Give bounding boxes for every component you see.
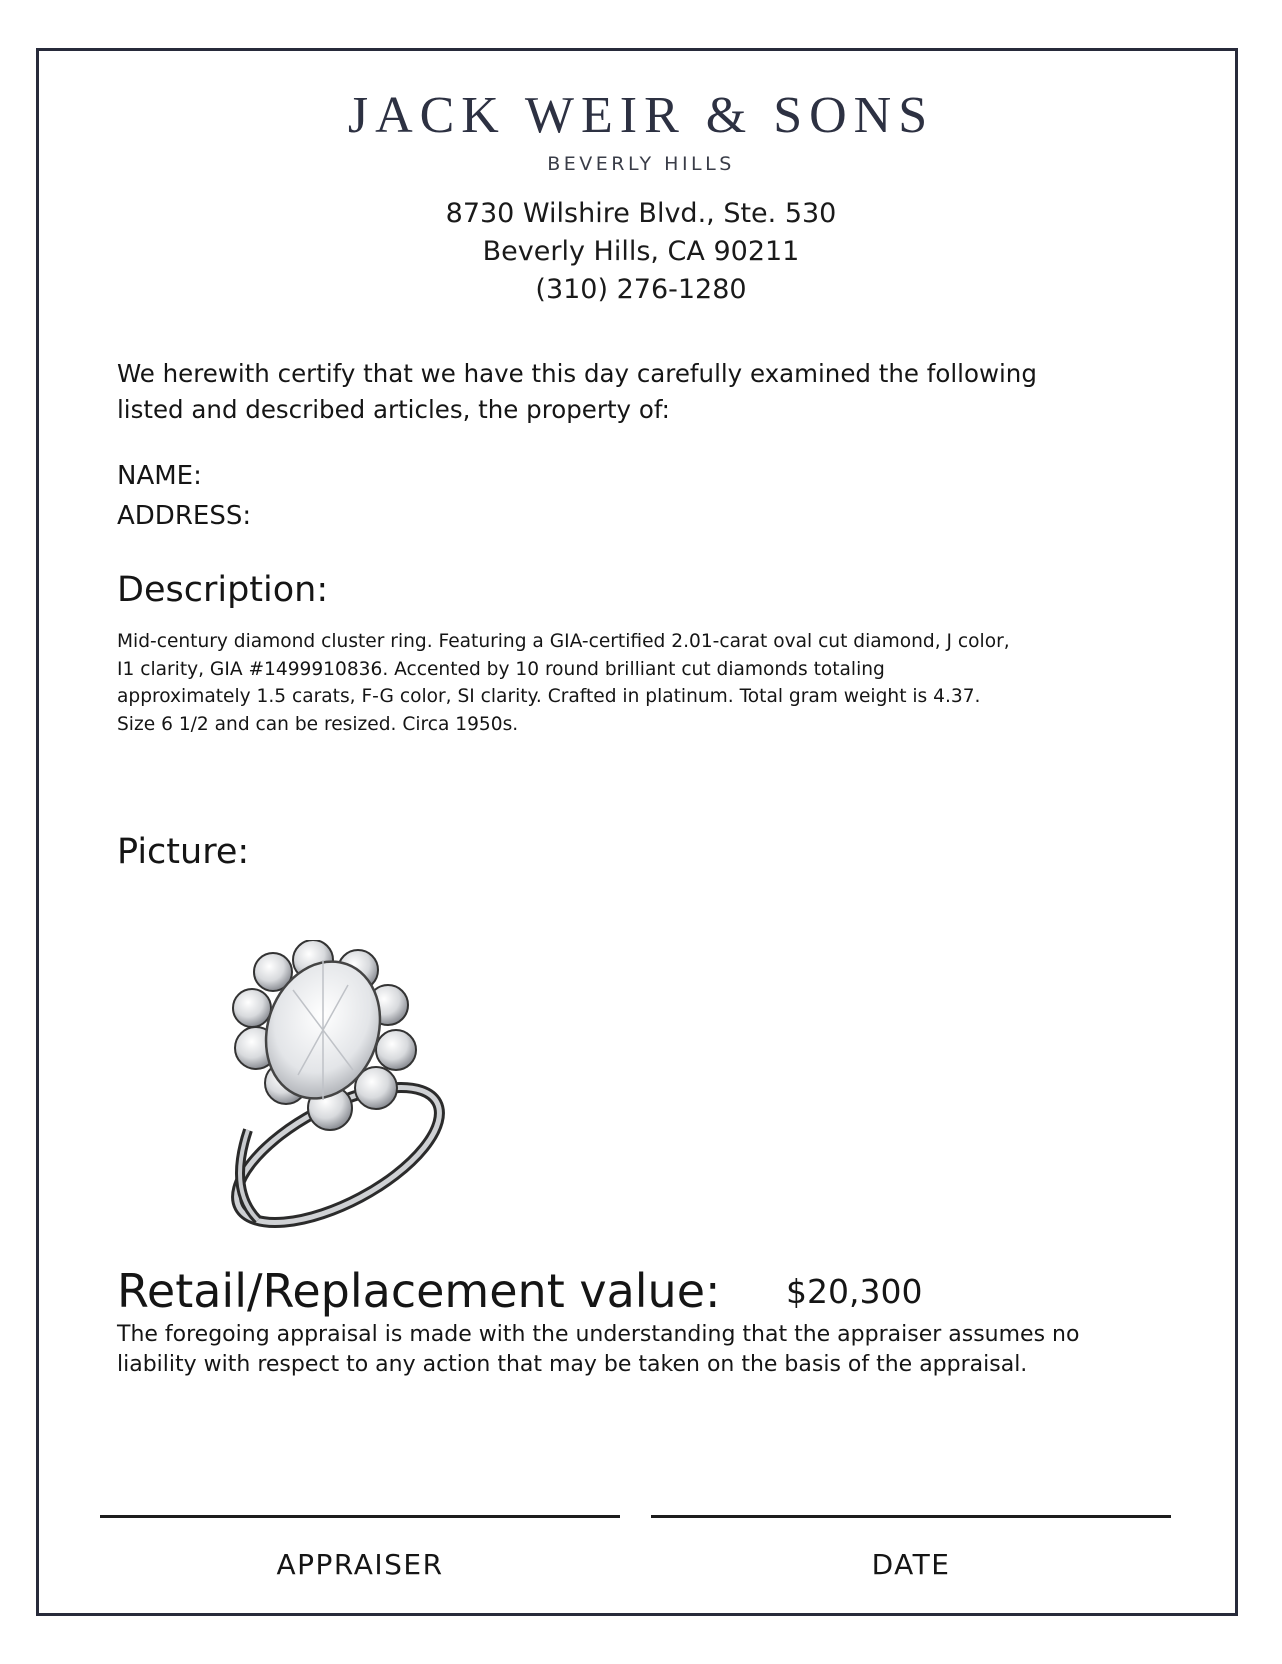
disclaimer-line-1: The foregoing appraisal is made with the understanding that the appraiser assumes no — [117, 1322, 1080, 1347]
date-label: DATE — [871, 1548, 951, 1581]
appraiser-signature-line — [100, 1515, 620, 1518]
name-label: NAME: — [117, 461, 202, 491]
intro-text — [117, 356, 1037, 428]
ring-photo — [218, 940, 478, 1240]
description-text — [117, 628, 1010, 738]
description-line: Size 6 1/2 and can be resized. Circa 1950s. — [117, 713, 519, 735]
address-line-2: Beverly Hills, CA 90211 — [482, 236, 800, 267]
description-heading: Description: — [117, 570, 329, 610]
intro-line-1: We herewith certify that we have this day carefully examined the following — [117, 359, 1037, 388]
brand-location: BEVERLY HILLS — [547, 153, 735, 175]
description-line: Mid-century diamond cluster ring. Featuring a GIA-certified 2.01-carat oval cut diamond, J color, — [117, 631, 1010, 652]
description-line: approximately 1.5 carats, F-G color, SI clarity. Crafted in platinum. Total gram weight is 4.37. — [117, 686, 981, 707]
description-line: I1 clarity, GIA #1499910836. Accented by 10 round brilliant cut diamonds totaling — [117, 658, 885, 680]
value-label: Retail/Replacement value: — [117, 1264, 721, 1318]
disclaimer-line-2: liability with respect to any action that may be taken on the basis of the appraisal. — [117, 1352, 1028, 1377]
value-amount: $20,300 — [786, 1272, 923, 1311]
picture-heading: Picture: — [117, 832, 250, 872]
address-label: ADDRESS: — [117, 501, 252, 531]
phone-number: (310) 276-1280 — [535, 274, 747, 305]
brand-name: JACK WEIR & SONS — [347, 87, 935, 144]
intro-line-2: listed and described articles, the property of: — [117, 395, 670, 424]
appraiser-label: APPRAISER — [276, 1548, 444, 1581]
address-line-1: 8730 Wilshire Blvd., Ste. 530 — [445, 198, 837, 229]
date-signature-line — [651, 1515, 1171, 1518]
disclaimer — [117, 1320, 1079, 1380]
